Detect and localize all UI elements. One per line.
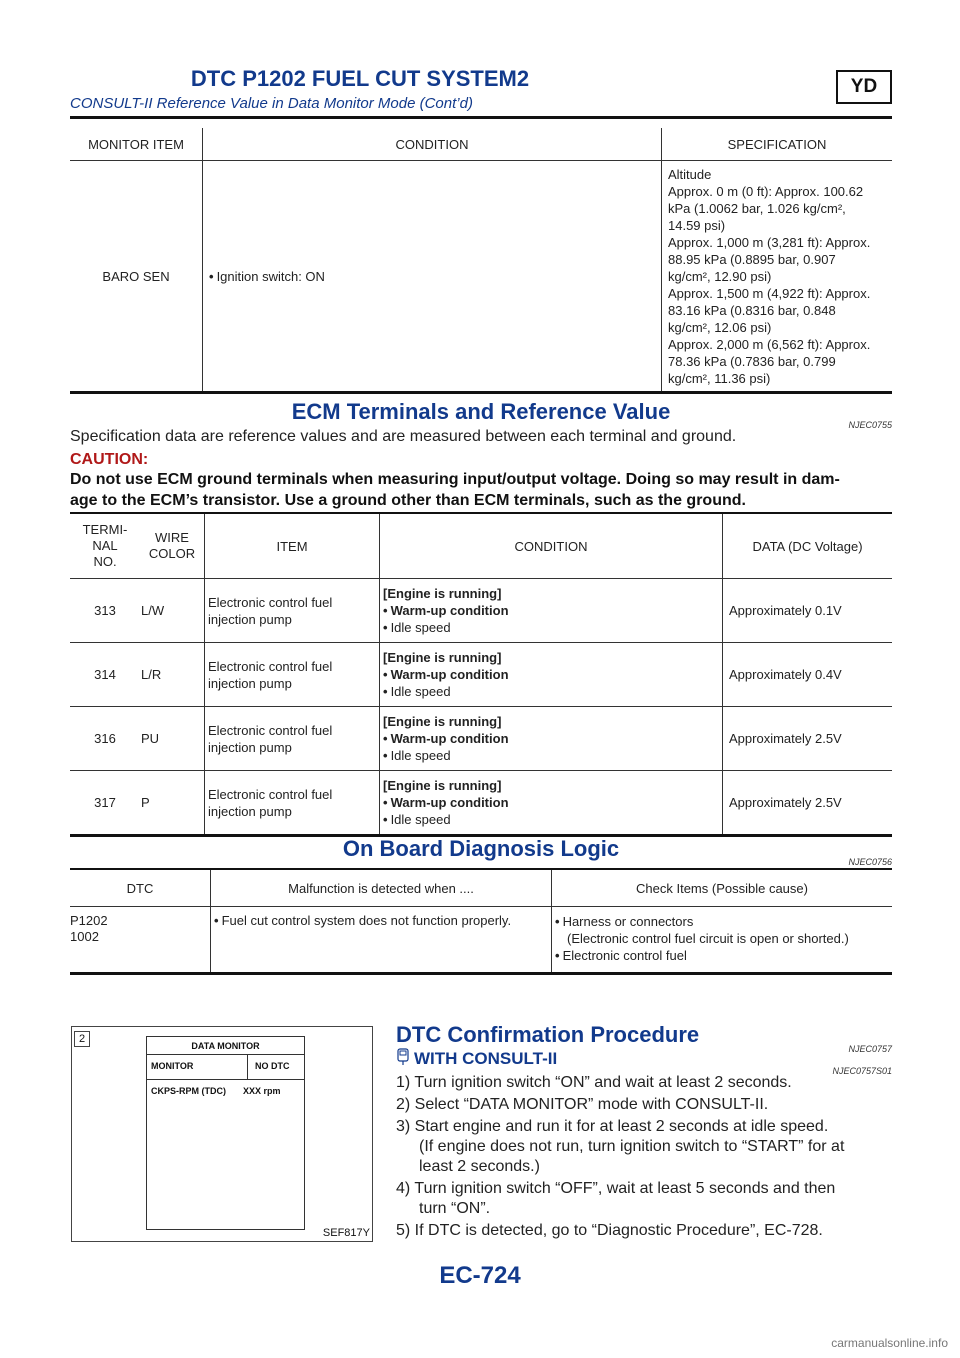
header-item: ITEM — [205, 513, 380, 579]
spec-line: Approx. 1,500 m (4,922 ft): Approx. — [668, 285, 871, 301]
terminal-cell: 317 — [70, 771, 140, 836]
bullet-icon: • — [209, 268, 214, 284]
bullet-icon: • — [383, 603, 388, 618]
data-cell: Approximately 2.5V — [723, 771, 893, 836]
header-line: TERMI- — [82, 522, 128, 537]
screen-divider — [147, 1054, 304, 1055]
check-item: Harness or connectors — [562, 914, 694, 929]
page-title: DTC P1202 FUEL CUT SYSTEM2 — [190, 66, 530, 91]
header-line: NO. — [93, 554, 117, 569]
dtc-cell — [70, 907, 211, 974]
procedure-step-note: least 2 seconds.) — [419, 1158, 540, 1175]
bullet-icon: • — [383, 684, 388, 699]
consult-sub-code: NJEC0757S01 — [832, 1066, 892, 1076]
dtc-line: P1202 — [70, 913, 108, 928]
caution-text — [70, 469, 894, 511]
table-row — [70, 643, 892, 707]
page-subtitle: CONSULT-II Reference Value in Data Monitor Mode (Cont’d) — [70, 95, 473, 112]
bullet-icon: • — [555, 914, 560, 929]
item-line: Electronic control fuel — [208, 722, 333, 738]
confirmation-title: DTC Confirmation Procedure — [396, 1022, 700, 1047]
monitor-item-cell: BARO SEN — [70, 161, 203, 393]
condition-head: [Engine is running] — [383, 714, 502, 729]
ecm-section-code: NJEC0755 — [848, 420, 892, 430]
condition-line: Warm-up condition — [390, 603, 509, 618]
wire-cell: L/W — [140, 579, 205, 643]
procedure-step: 4) Turn ignition switch “OFF”, wait at least 5 seconds and then — [396, 1180, 836, 1197]
screen-col-monitor: MONITOR — [151, 1061, 194, 1071]
table-row — [70, 707, 892, 771]
procedure-steps — [396, 1073, 892, 1243]
data-cell: Approximately 0.4V — [723, 643, 893, 707]
item-cell — [205, 643, 380, 707]
bullet-icon: • — [383, 620, 388, 635]
consult-subtitle-text: WITH CONSULT-II — [414, 1049, 558, 1068]
terminal-cell: 316 — [70, 707, 140, 771]
ecm-section-title: ECM Terminals and Reference Value — [291, 399, 671, 424]
procedure-step: 3) Start engine and run it for at least 2 seconds at idle speed. — [396, 1118, 829, 1135]
monitor-table — [70, 128, 892, 394]
condition-cell — [380, 771, 723, 836]
header-check-items: Check Items (Possible cause) — [552, 869, 893, 907]
item-line: injection pump — [208, 739, 292, 755]
dtc-line: 1002 — [70, 929, 99, 944]
condition-line: Idle speed — [390, 748, 451, 763]
condition-cell — [380, 643, 723, 707]
spec-line: 88.95 kPa (0.8895 bar, 0.907 — [668, 251, 836, 267]
item-line: Electronic control fuel — [208, 658, 333, 674]
condition-head: [Engine is running] — [383, 586, 502, 601]
condition-line: Idle speed — [390, 620, 451, 635]
item-line: Electronic control fuel — [208, 786, 333, 802]
header-wire-color — [140, 513, 205, 579]
data-cell: Approximately 2.5V — [723, 707, 893, 771]
consult-figure — [71, 1026, 373, 1242]
consult-screen — [146, 1036, 305, 1230]
wire-cell: PU — [140, 707, 205, 771]
bullet-icon: • — [214, 913, 219, 928]
malfunction-text: Fuel cut control system does not function properly. — [221, 913, 512, 928]
procedure-step-note: turn “ON”. — [419, 1200, 491, 1217]
screen-divider — [147, 1079, 304, 1080]
condition-line: Idle speed — [390, 684, 451, 699]
specification-cell — [662, 161, 893, 393]
spec-line: kg/cm², 11.36 psi) — [668, 370, 771, 386]
bullet-icon: • — [383, 748, 388, 763]
procedure-step: 2) Select “DATA MONITOR” mode with CONSULT-II. — [396, 1096, 769, 1113]
spec-line: kPa (1.0062 bar, 1.026 kg/cm², — [668, 200, 846, 216]
caution-label: CAUTION: — [70, 451, 149, 468]
item-line: injection pump — [208, 803, 292, 819]
ecm-terminal-table — [70, 512, 892, 837]
ecm-intro: Specification data are reference values and are measured between each terminal and ground. — [70, 428, 737, 445]
obd-logic-table — [70, 868, 892, 975]
spec-line: 78.36 kPa (0.7836 bar, 0.799 — [668, 353, 836, 369]
condition-head: [Engine is running] — [383, 778, 502, 793]
procedure-step-note: (If engine does not run, turn ignition switch to “START” for at — [419, 1138, 845, 1155]
check-items-cell — [552, 907, 893, 974]
bullet-icon: • — [383, 731, 388, 746]
header-dtc: DTC — [70, 869, 211, 907]
figure-number: 2 — [74, 1031, 90, 1047]
item-line: Electronic control fuel — [208, 594, 333, 610]
item-cell — [205, 707, 380, 771]
obd-section-code: NJEC0756 — [848, 857, 892, 867]
watermark: carmanualsonline.info — [831, 1336, 948, 1350]
spec-line: kg/cm², 12.06 psi) — [668, 319, 772, 335]
header-data: DATA (DC Voltage) — [723, 513, 893, 579]
spec-line: Approx. 2,000 m (6,562 ft): Approx. — [668, 336, 871, 352]
figure-caption: SEF817Y — [322, 1227, 370, 1239]
screen-row-value: XXX rpm — [243, 1086, 281, 1096]
condition-text: Ignition switch: ON — [216, 268, 325, 284]
header-specification: SPECIFICATION — [662, 128, 893, 161]
screen-col-divider — [247, 1054, 248, 1079]
screen-title: DATA MONITOR — [191, 1041, 260, 1051]
caution-line: Do not use ECM ground terminals when measuring input/output voltage. Doing so may result in dam- — [70, 471, 840, 488]
condition-cell — [380, 707, 723, 771]
wire-cell: L/R — [140, 643, 205, 707]
condition-line: Idle speed — [390, 812, 451, 827]
check-item-note: (Electronic control fuel circuit is open or shorted.) — [567, 931, 849, 946]
procedure-step: 1) Turn ignition switch “ON” and wait at least 2 seconds. — [396, 1074, 792, 1091]
consult-tool-icon — [396, 1048, 410, 1066]
header-line: COLOR — [148, 546, 196, 561]
spec-line: Altitude — [668, 166, 712, 182]
table-row — [70, 579, 892, 643]
header-terminal — [70, 513, 140, 579]
wire-cell: P — [140, 771, 205, 836]
condition-line: Warm-up condition — [390, 795, 509, 810]
header-monitor-item: MONITOR ITEM — [70, 128, 203, 161]
obd-section-title: On Board Diagnosis Logic — [342, 836, 620, 861]
terminal-cell: 314 — [70, 643, 140, 707]
item-line: injection pump — [208, 675, 292, 691]
caution-line: age to the ECM’s transistor. Use a ground other than ECM terminals, such as the ground. — [70, 492, 746, 509]
bullet-icon: • — [555, 948, 560, 963]
malfunction-cell — [211, 907, 552, 974]
header-condition: CONDITION — [203, 128, 662, 161]
procedure-step: 5) If DTC is detected, go to “Diagnostic Procedure”, EC-728. — [396, 1222, 823, 1239]
item-cell — [205, 579, 380, 643]
spec-line: kg/cm², 12.90 psi) — [668, 268, 772, 284]
terminal-cell: 313 — [70, 579, 140, 643]
screen-col-status: NO DTC — [255, 1061, 290, 1071]
condition-head: [Engine is running] — [383, 650, 502, 665]
header-malfunction: Malfunction is detected when .... — [211, 869, 552, 907]
spec-line: Approx. 1,000 m (3,281 ft): Approx. — [668, 234, 871, 250]
condition-cell — [203, 161, 662, 393]
header-rule — [70, 116, 892, 119]
header-line: WIRE — [155, 530, 189, 545]
spec-line: 14.59 psi) — [668, 217, 726, 233]
item-cell — [205, 771, 380, 836]
table-row — [70, 771, 892, 836]
page-number: EC-724 — [439, 1262, 521, 1289]
item-line: injection pump — [208, 611, 292, 627]
spec-line: 83.16 kPa (0.8316 bar, 0.848 — [668, 302, 836, 318]
consult-subtitle — [396, 1048, 557, 1069]
condition-cell — [380, 579, 723, 643]
check-item: Electronic control fuel — [562, 948, 687, 963]
confirmation-code: NJEC0757 — [848, 1044, 892, 1054]
condition-line: Warm-up condition — [390, 667, 509, 682]
data-cell: Approximately 0.1V — [723, 579, 893, 643]
screen-row-label: CKPS-RPM (TDC) — [151, 1086, 226, 1096]
engine-badge: YD — [836, 70, 892, 104]
header-line: NAL — [92, 538, 118, 553]
spec-line: Approx. 0 m (0 ft): Approx. 100.62 — [668, 183, 864, 199]
bullet-icon: • — [383, 795, 388, 810]
condition-line: Warm-up condition — [390, 731, 509, 746]
header-condition: CONDITION — [380, 513, 723, 579]
bullet-icon: • — [383, 667, 388, 682]
bullet-icon: • — [383, 812, 388, 827]
